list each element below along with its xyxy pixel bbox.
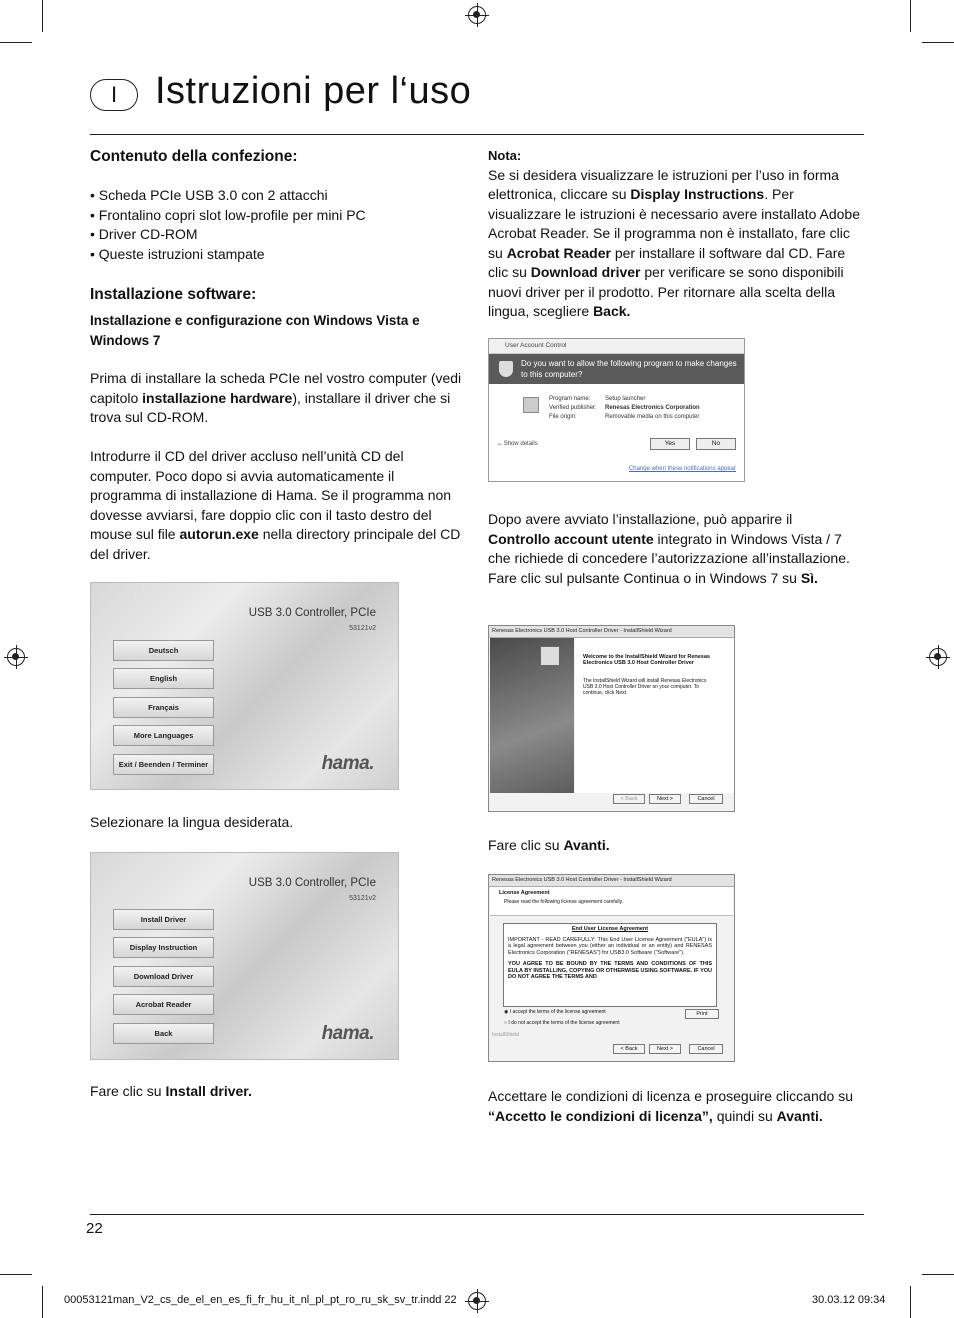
paragraph-cd-autorun bbox=[90, 447, 464, 564]
language-menu-screenshot bbox=[90, 582, 399, 790]
decline-label: I do not accept the terms of the license agreement bbox=[508, 1020, 620, 1026]
text: quindi su bbox=[712, 1107, 777, 1124]
wizard-cancel-button[interactable]: Cancel bbox=[689, 1044, 723, 1054]
text: Fare clic su bbox=[488, 837, 564, 853]
paragraph-accept-license bbox=[488, 1087, 864, 1126]
page-title: Istruzioni per l‘uso bbox=[155, 70, 472, 112]
eula-textbox[interactable] bbox=[503, 923, 717, 1007]
note-block bbox=[488, 146, 864, 322]
hama-logo: hama. bbox=[321, 1023, 374, 1044]
license-section-title: License Agreement bbox=[499, 890, 550, 896]
caption-select-language: Selezionare la lingua desiderata. bbox=[90, 814, 294, 830]
text: ), installare il driver che si trova sul CD-ROM. bbox=[90, 389, 451, 425]
text: integrato in Windows Vista / 7 che richiede di concedere l’autorizzazione all’installazione. Fare clic sul pulsante Continua o in Windows 7 su bbox=[488, 530, 850, 586]
hama-logo: hama. bbox=[321, 753, 374, 774]
language-button-english[interactable]: English bbox=[113, 668, 214, 689]
contents-heading: Contenuto della confezione: bbox=[90, 148, 298, 165]
text: nella directory principale del CD del driver. bbox=[90, 526, 461, 562]
more-languages-button[interactable]: More Languages bbox=[113, 725, 214, 746]
crop-mark bbox=[42, 0, 43, 32]
uac-row bbox=[549, 414, 699, 420]
text: . Per visualizzare le istruzioni è necessario avere installato Adobe Acrobat Reader. Se il programma non è installato, fare clic su bbox=[488, 186, 860, 261]
text: per installare il software dal CD. Fare clic su bbox=[488, 244, 846, 280]
bold-text: Sì. bbox=[800, 569, 818, 586]
yes-button[interactable]: Yes bbox=[650, 438, 690, 450]
uac-row bbox=[549, 396, 645, 402]
product-name: USB 3.0 Controller, PCIe bbox=[248, 607, 376, 619]
language-button-deutsch[interactable]: Deutsch bbox=[113, 640, 214, 661]
wizard-side-panel bbox=[490, 638, 574, 793]
registration-mark-icon bbox=[468, 1292, 486, 1310]
registration-mark-icon bbox=[468, 6, 486, 24]
install-driver-button[interactable]: Install Driver bbox=[113, 909, 214, 930]
wizard-content bbox=[575, 638, 734, 793]
crop-mark bbox=[0, 42, 32, 43]
list-item: • Frontalino copri slot low-profile per mini PC bbox=[90, 206, 366, 223]
crop-mark bbox=[0, 1274, 32, 1275]
wizard-back-button[interactable]: < Back bbox=[613, 794, 645, 804]
uac-row-value: Removable media on this computer bbox=[605, 414, 700, 420]
uac-row-label: File origin: bbox=[549, 414, 577, 420]
crop-mark bbox=[910, 1286, 911, 1318]
uac-row-label: Verified publisher: bbox=[549, 405, 597, 411]
list-item: • Driver CD-ROM bbox=[90, 226, 198, 242]
header-rule bbox=[90, 134, 864, 135]
no-button[interactable]: No bbox=[696, 438, 736, 450]
accept-label: I accept the terms of the license agreement bbox=[509, 1009, 606, 1015]
show-details-toggle[interactable]: ⌄ Show details bbox=[497, 441, 538, 447]
program-icon bbox=[523, 397, 539, 413]
file-name: 00053121man_V2_cs_de_el_en_es_fi_fr_hu_it_nl_pl_pt_ro_ru_sk_sv_tr.indd 22 bbox=[64, 1294, 457, 1306]
welcome-heading: Welcome to the InstallShield Wizard for Renesas Electronics USB 3.0 Host Controller Driver bbox=[583, 654, 710, 666]
wizard-header bbox=[490, 887, 733, 916]
software-heading: Installazione software: bbox=[90, 286, 257, 303]
installshield-welcome-screenshot bbox=[488, 625, 735, 812]
product-code: 53121v2 bbox=[349, 625, 376, 632]
decline-radio[interactable]: ○ I do not accept the terms of the license agreement bbox=[504, 1020, 620, 1026]
uac-row-value: Setup launcher bbox=[605, 396, 646, 402]
installshield-brand: InstallShield bbox=[492, 1032, 519, 1038]
uac-dialog-screenshot bbox=[488, 338, 745, 482]
uac-row-label: Program name: bbox=[549, 396, 591, 402]
uac-question: Do you want to allow the following program to make changes to this computer? bbox=[521, 359, 737, 379]
bold-text: Back. bbox=[593, 303, 631, 319]
wizard-title: Renesas Electronics USB 3.0 Host Controller Driver - InstallShield Wizard bbox=[489, 875, 734, 887]
uac-row bbox=[549, 405, 700, 411]
change-notifications-link[interactable]: Change when these notifications appear bbox=[628, 466, 736, 472]
text: Prima di installare la scheda PCIe nel vostro computer (vedi capitolo bbox=[90, 370, 462, 406]
display-instruction-button[interactable]: Display Instruction bbox=[113, 937, 214, 958]
bold-text: Download driver bbox=[530, 264, 641, 280]
wizard-back-button[interactable]: < Back bbox=[613, 1044, 645, 1054]
bold-text: Avanti. bbox=[563, 837, 610, 853]
crop-mark bbox=[922, 42, 954, 43]
shield-icon bbox=[499, 361, 513, 377]
text: Introdurre il CD del driver accluso nell’unità CD del computer. Poco dopo si avvia automaticamente il programma di installazione di Hama. Se il programma non dovesse avviarsi, fare doppio clic con il tasto destro del mouse sul file bbox=[90, 448, 452, 542]
bold-text: installazione hardware bbox=[142, 389, 293, 406]
text: per verificare se sono disponibili nuovi driver per il prodotto. Per ritornare alla scelta della lingua, scegliere bbox=[488, 264, 844, 319]
bold-text: Avanti. bbox=[776, 1107, 823, 1124]
bold-text: “Accetto le condizioni di licenza”, bbox=[488, 1107, 713, 1124]
registration-mark-icon bbox=[929, 648, 947, 666]
installer-icon bbox=[540, 646, 560, 666]
crop-mark bbox=[42, 1286, 43, 1318]
text: Dopo avere avviato l’installazione, può apparire il bbox=[488, 511, 793, 527]
acrobat-reader-button[interactable]: Acrobat Reader bbox=[113, 994, 214, 1015]
uac-title: User Account Control bbox=[489, 339, 744, 354]
paragraph-uac bbox=[488, 510, 858, 588]
contents-list bbox=[90, 186, 470, 264]
bold-text: Display Instructions bbox=[630, 186, 765, 202]
text: Se si desidera visualizzare le istruzioni per l’uso in forma elettronica, cliccare su bbox=[488, 166, 839, 202]
language-badge: I bbox=[90, 79, 138, 111]
text: Accettare le condizioni di licenza e proseguire cliccando su bbox=[488, 1088, 853, 1104]
installshield-license-screenshot bbox=[488, 874, 735, 1062]
driver-menu-screenshot bbox=[90, 852, 399, 1060]
print-button[interactable]: Print bbox=[685, 1009, 719, 1019]
registration-mark-icon bbox=[7, 648, 25, 666]
wizard-title: Renesas Electronics USB 3.0 Host Controller Driver - InstallShield Wizard bbox=[489, 626, 734, 638]
print-date: 30.03.12 09:34 bbox=[812, 1294, 886, 1306]
accept-radio[interactable]: ◉ I accept the terms of the license agreement bbox=[504, 1009, 606, 1015]
caption-install-driver bbox=[90, 1082, 252, 1102]
bold-text: Install driver. bbox=[165, 1083, 252, 1099]
license-section-subtitle: Please read the following license agreement carefully. bbox=[504, 899, 624, 905]
language-button-francais[interactable]: Français bbox=[113, 697, 214, 718]
caption-next bbox=[488, 836, 610, 856]
back-button[interactable]: Back bbox=[113, 1023, 214, 1044]
paragraph-install-first bbox=[90, 369, 462, 428]
crop-mark bbox=[910, 0, 911, 32]
subheading: Installazione e configurazione con Windows Vista e Windows 7 bbox=[90, 313, 420, 348]
eula-paragraph: YOU AGREE TO BE BOUND BY THE TERMS AND CONDITIONS OF THIS EULA BY INSTALLING, COPYING OR OTHERWISE USING SOFTWARE. IF YOU DO NOT AGREE THE TERMS AND bbox=[508, 961, 712, 980]
product-name: USB 3.0 Controller, PCIe bbox=[248, 877, 376, 889]
text: Fare clic su bbox=[90, 1083, 166, 1099]
page-number: 22 bbox=[86, 1220, 103, 1237]
list-item: • Queste istruzioni stampate bbox=[90, 245, 265, 262]
note-heading: Nota: bbox=[488, 148, 522, 163]
wizard-next-button[interactable]: Next > bbox=[649, 1044, 681, 1054]
bold-text: autorun.exe bbox=[179, 526, 259, 542]
bold-text: Acrobat Reader bbox=[506, 244, 611, 261]
wizard-cancel-button[interactable]: Cancel bbox=[689, 794, 723, 804]
list-item: • Scheda PCIe USB 3.0 con 2 attacchi bbox=[90, 187, 328, 203]
exit-button[interactable]: Exit / Beenden / Terminer bbox=[113, 754, 214, 775]
footer-rule bbox=[90, 1214, 864, 1215]
show-details-label: Show details bbox=[503, 441, 538, 447]
bold-text: Controllo account utente bbox=[488, 530, 654, 547]
crop-mark bbox=[922, 1274, 954, 1275]
uac-question-bar bbox=[489, 354, 744, 384]
download-driver-button[interactable]: Download Driver bbox=[113, 966, 214, 987]
product-code: 53121v2 bbox=[349, 895, 376, 902]
wizard-next-button[interactable]: Next > bbox=[649, 794, 681, 804]
eula-paragraph: IMPORTANT - READ CAREFULLY: This End User License Agreement ("EULA") is a legal agreement between you (either an individual or an entity) and RENESAS Electronics Corporation ("RENESAS") for USB3.0 Software ("Software"). bbox=[508, 936, 712, 956]
eula-title: End User License Agreement bbox=[571, 926, 649, 932]
welcome-body: The InstallShield Wizard will install Renesas Electronics USB 3.0 Host Controller Driver on your computer. To continue, click Next. bbox=[583, 678, 707, 696]
uac-row-value: Renesas Electronics Corporation bbox=[605, 405, 700, 411]
